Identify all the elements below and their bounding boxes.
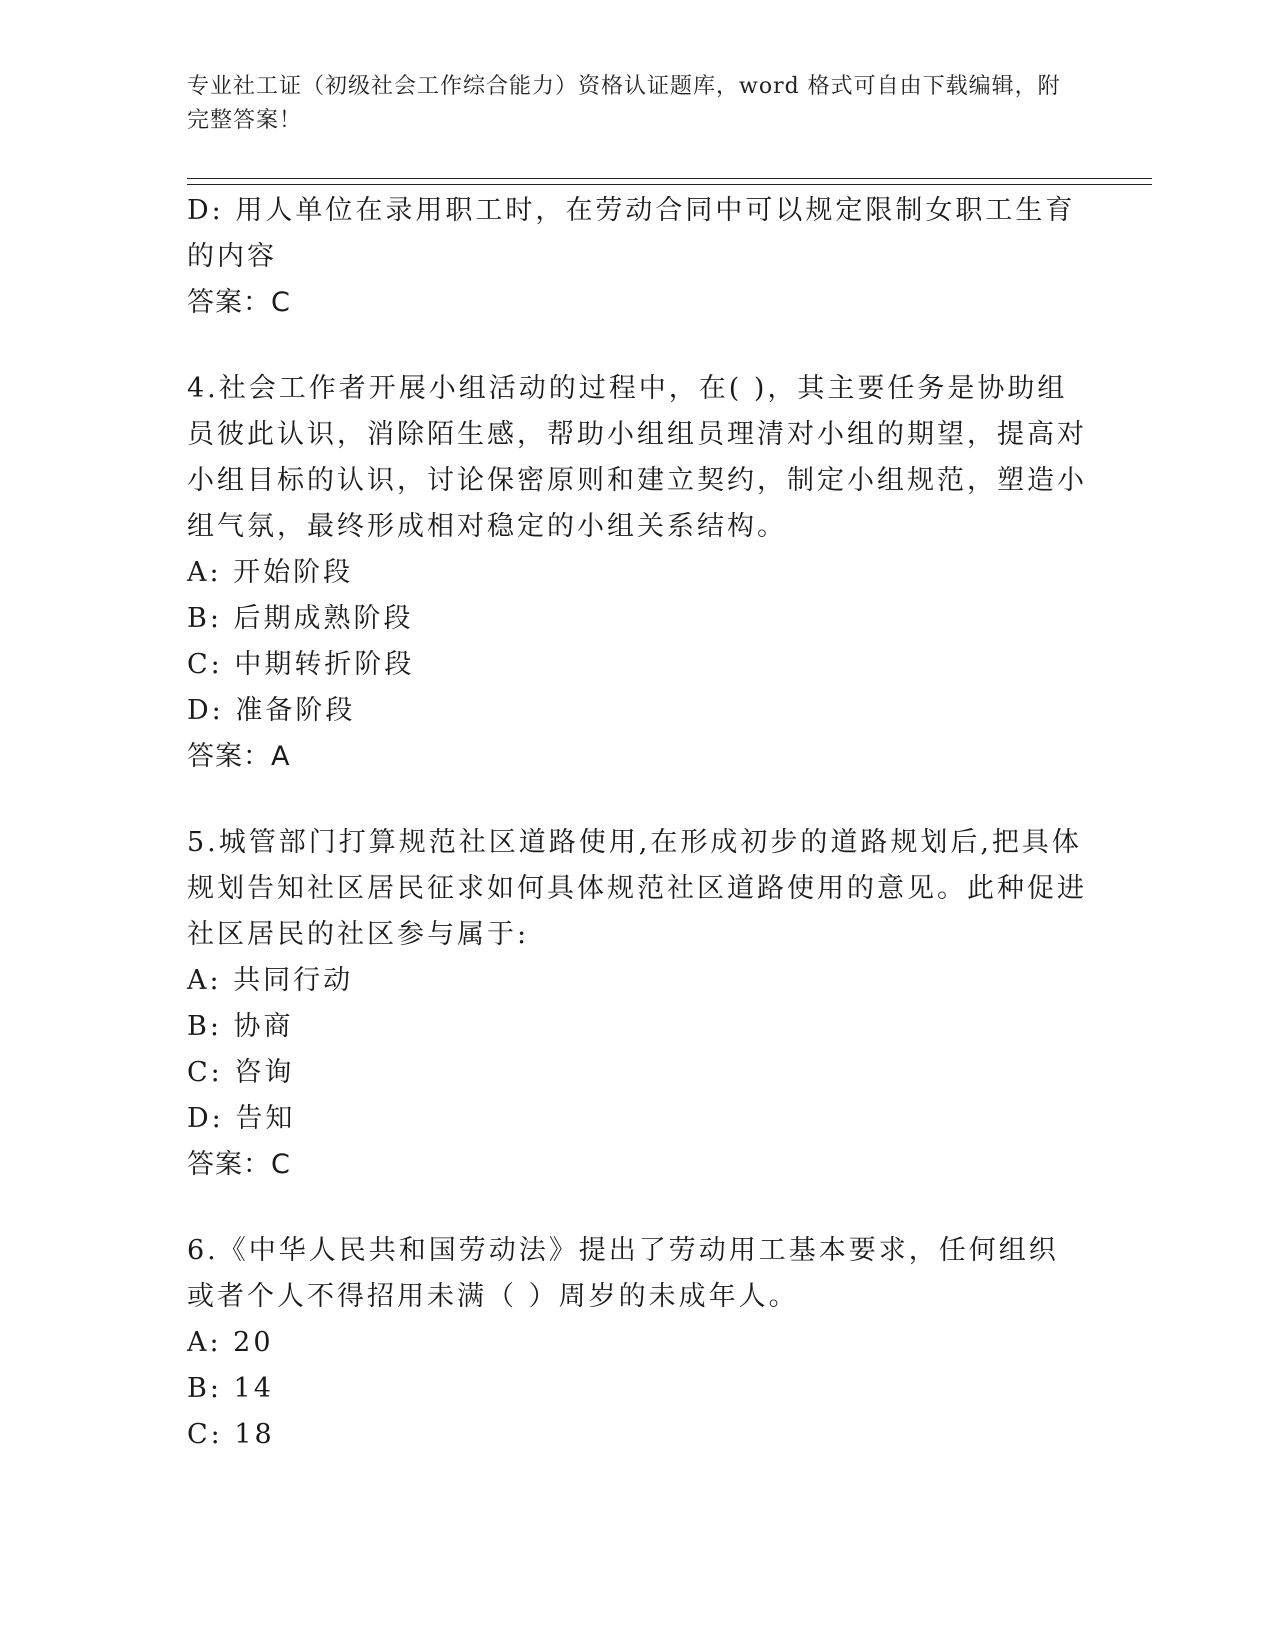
option-a: A: 开始阶段 — [187, 557, 354, 588]
option-d: D: 用人单位在录用职工时，在劳动合同中可以规定限制女职工生育的内容 — [187, 195, 1076, 272]
question-stem: 6.《中华人民共和国劳动法》提出了劳动用工基本要求，任何组织或者个人不得招用未满（ ）周岁的未成年人。 — [187, 1235, 1059, 1312]
question-4 — [187, 366, 1087, 780]
page-header: 专业社工证（初级社会工作综合能力）资格认证题库，word 格式可自由下载编辑，附完整答案！ — [187, 74, 1061, 133]
option-c: C: 18 — [187, 1419, 275, 1450]
option-b: B: 后期成熟阶段 — [187, 603, 414, 634]
option-c: C: 中期转折阶段 — [187, 649, 415, 680]
option-b: B: 协商 — [187, 1011, 294, 1042]
question-5 — [187, 820, 1087, 1188]
option-a: A: 20 — [187, 1327, 274, 1358]
option-c: C: 咨询 — [187, 1057, 295, 1088]
option-b: B: 14 — [187, 1373, 274, 1404]
question-stem: 5.城管部门打算规范社区道路使用,在形成初步的道路规划后,把具体规划告知社区居民征求如何具体规范社区道路使用的意见。此种促进社区居民的社区参与属于: — [187, 827, 1087, 950]
question-stem: 4.社会工作者开展小组活动的过程中，在( )，其主要任务是协助组员彼此认识，消除陌生感，帮助小组组员理清对小组的期望，提高对小组目标的认识，讨论保密原则和建立契约，制定小组规范，塑造小组气氛，最终形成相对稳定的小组关系结构。 — [187, 373, 1087, 542]
question-list — [187, 188, 1087, 1458]
option-d: D: 准备阶段 — [187, 695, 356, 726]
answer: 答案：C — [187, 1149, 291, 1180]
option-a: A: 共同行动 — [187, 965, 354, 996]
question-6 — [187, 1228, 1087, 1458]
answer: 答案：A — [187, 741, 291, 772]
option-d: D: 告知 — [187, 1103, 296, 1134]
header-divider — [187, 178, 1152, 185]
question-3-tail — [187, 188, 1087, 326]
answer: 答案：C — [187, 287, 291, 318]
